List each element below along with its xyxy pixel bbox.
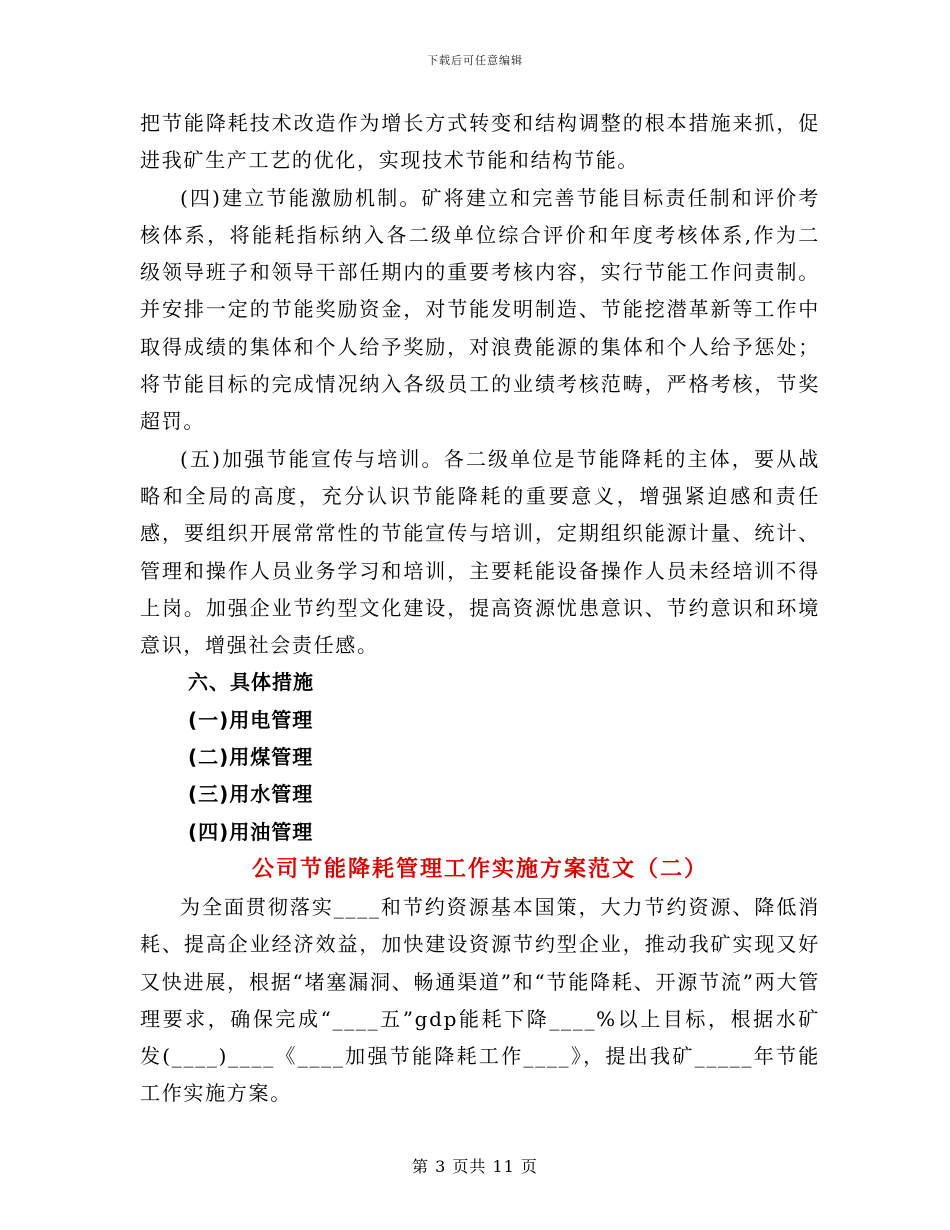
body-paragraph: 把节能降耗技术改造作为增长方式转变和结构调整的根本措施来抓，促进我矿生产工艺的优化，实现技术节能和结构节能。: [140, 111, 820, 173]
subsection-heading: (三)用水管理: [188, 782, 314, 807]
body-paragraph: (四)建立节能激励机制。矿将建立和完善节能目标责任制和评价考核体系，将能耗指标纳入各二级单位综合评价和年度考核体系,作为二级领导班子和领导干部任期内的重要考核内容，实行节能工作问责制。并安排一定的节能奖励资金，对节能发明制造、节能挖潜革新等工作中取得成绩的集体和个人给予奖励，对浪费能源的集体和个人给予惩处；将节能目标的完成情况纳入各级员工的业绩考核范畴，严格考核，节奖超罚。: [140, 185, 820, 434]
page-number: 第 3 页共 11 页: [412, 1157, 538, 1176]
page-header: 下载后可任意编辑: [427, 54, 523, 67]
subsection-heading: (二)用煤管理: [188, 745, 314, 770]
body-paragraph: (五)加强节能宣传与培训。各二级单位是节能降耗的主体，要从战略和全局的高度，充分认识节能降耗的重要意义，增强紧迫感和责任感，要组织开展常常性的节能宣传与培训，定期组织能源计量、统计、管理和操作人员业务学习和培训，主要耗能设备操作人员未经培训不得上岗。加强企业节约型文化建设，提高资源忧患意识、节约意识和环境意识，增强社会责任感。: [140, 446, 820, 658]
section-heading: 六、具体措施: [188, 670, 314, 695]
document-body: [140, 105, 820, 1113]
subsection-heading: (四)用油管理: [188, 819, 314, 844]
body-paragraph: 为全面贯彻落实____和节约资源基本国策，大力节约资源、降低消耗、提高企业经济效益，加快建设资源节约型企业，推动我矿实现又好又快进展，根据“堵塞漏洞、畅通渠道”和“节能降耗、开源节流”两大管理要求，确保完成“____五”gdp能耗下降____%以上目标，根据水矿发(____)____《____加强节能降耗工作____》，提出我矿_____年节能工作实施方案。: [140, 894, 820, 1106]
document-section-title: 公司节能降耗管理工作实施方案范文（二）: [251, 856, 708, 882]
subsection-heading: (一)用电管理: [188, 707, 314, 732]
